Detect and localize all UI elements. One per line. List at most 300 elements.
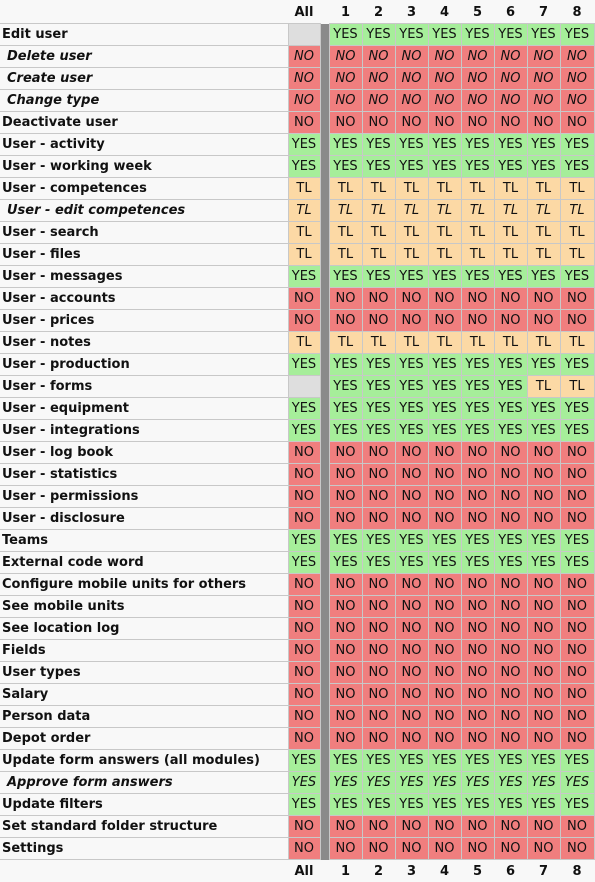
permission-cell[interactable]: NO bbox=[560, 508, 594, 530]
permission-cell[interactable]: TL bbox=[428, 244, 461, 266]
permission-cell[interactable]: YES bbox=[395, 156, 428, 178]
permission-cell[interactable]: TL bbox=[494, 332, 527, 354]
permission-cell[interactable]: YES bbox=[527, 552, 560, 574]
permission-cell[interactable]: YES bbox=[428, 134, 461, 156]
permission-cell[interactable]: TL bbox=[560, 244, 594, 266]
permission-cell[interactable]: NO bbox=[494, 46, 527, 68]
permission-cell[interactable]: YES bbox=[428, 398, 461, 420]
permission-cell[interactable]: NO bbox=[461, 662, 494, 684]
permission-cell[interactable]: NO bbox=[560, 90, 594, 112]
permission-cell[interactable]: NO bbox=[527, 486, 560, 508]
permission-cell[interactable]: TL bbox=[560, 376, 594, 398]
permission-cell[interactable]: NO bbox=[461, 684, 494, 706]
permission-cell-all[interactable]: NO bbox=[288, 838, 320, 860]
permission-cell[interactable]: NO bbox=[494, 816, 527, 838]
permission-cell[interactable]: TL bbox=[527, 332, 560, 354]
permission-cell-all[interactable]: YES bbox=[288, 530, 320, 552]
permission-cell[interactable]: YES bbox=[395, 420, 428, 442]
permission-cell[interactable]: YES bbox=[494, 530, 527, 552]
permission-cell-all[interactable]: YES bbox=[288, 794, 320, 816]
permission-cell[interactable]: YES bbox=[428, 420, 461, 442]
permission-cell[interactable]: NO bbox=[362, 574, 395, 596]
permission-cell[interactable]: YES bbox=[461, 794, 494, 816]
permission-cell[interactable]: TL bbox=[428, 178, 461, 200]
permission-cell[interactable]: YES bbox=[461, 398, 494, 420]
permission-cell-all[interactable]: NO bbox=[288, 310, 320, 332]
permission-cell[interactable]: TL bbox=[560, 332, 594, 354]
permission-cell[interactable]: NO bbox=[560, 618, 594, 640]
permission-cell[interactable]: NO bbox=[428, 46, 461, 68]
permission-cell[interactable]: NO bbox=[494, 112, 527, 134]
permission-cell[interactable]: NO bbox=[461, 728, 494, 750]
permission-cell[interactable]: NO bbox=[494, 596, 527, 618]
permission-cell-all[interactable]: NO bbox=[288, 684, 320, 706]
permission-cell[interactable]: NO bbox=[329, 662, 362, 684]
permission-cell[interactable]: TL bbox=[527, 200, 560, 222]
permission-cell[interactable]: NO bbox=[527, 574, 560, 596]
permission-cell[interactable]: YES bbox=[461, 530, 494, 552]
permission-cell[interactable]: NO bbox=[560, 816, 594, 838]
permission-cell[interactable]: YES bbox=[362, 266, 395, 288]
permission-cell[interactable]: YES bbox=[494, 420, 527, 442]
permission-cell[interactable]: NO bbox=[428, 442, 461, 464]
permission-cell[interactable]: NO bbox=[395, 508, 428, 530]
permission-cell[interactable]: YES bbox=[329, 376, 362, 398]
permission-cell[interactable]: YES bbox=[560, 420, 594, 442]
permission-cell[interactable]: NO bbox=[362, 618, 395, 640]
permission-cell[interactable]: YES bbox=[362, 354, 395, 376]
permission-cell[interactable]: YES bbox=[560, 134, 594, 156]
permission-cell[interactable]: NO bbox=[329, 574, 362, 596]
permission-cell[interactable]: NO bbox=[428, 112, 461, 134]
permission-cell[interactable]: YES bbox=[527, 156, 560, 178]
permission-cell[interactable]: NO bbox=[527, 464, 560, 486]
permission-cell[interactable]: YES bbox=[560, 750, 594, 772]
permission-cell[interactable]: NO bbox=[362, 464, 395, 486]
permission-cell[interactable]: YES bbox=[362, 420, 395, 442]
permission-cell[interactable]: YES bbox=[494, 266, 527, 288]
permission-cell[interactable]: YES bbox=[395, 398, 428, 420]
permission-cell-all[interactable]: NO bbox=[288, 90, 320, 112]
permission-cell[interactable]: NO bbox=[461, 46, 494, 68]
permission-cell[interactable]: YES bbox=[362, 794, 395, 816]
permission-cell[interactable]: NO bbox=[395, 574, 428, 596]
permission-cell[interactable]: YES bbox=[527, 24, 560, 46]
permission-cell[interactable]: YES bbox=[395, 24, 428, 46]
permission-cell[interactable]: NO bbox=[428, 816, 461, 838]
permission-cell[interactable]: NO bbox=[461, 310, 494, 332]
permission-cell[interactable]: NO bbox=[560, 640, 594, 662]
permission-cell[interactable]: NO bbox=[527, 728, 560, 750]
permission-cell[interactable]: NO bbox=[428, 310, 461, 332]
permission-cell[interactable]: NO bbox=[560, 112, 594, 134]
permission-cell[interactable]: NO bbox=[527, 112, 560, 134]
permission-cell[interactable]: NO bbox=[527, 662, 560, 684]
permission-cell[interactable]: NO bbox=[428, 464, 461, 486]
permission-cell[interactable]: NO bbox=[494, 486, 527, 508]
permission-cell[interactable]: NO bbox=[362, 662, 395, 684]
permission-cell[interactable]: YES bbox=[428, 24, 461, 46]
permission-cell[interactable]: NO bbox=[395, 46, 428, 68]
permission-cell[interactable]: NO bbox=[395, 486, 428, 508]
permission-cell[interactable]: TL bbox=[329, 178, 362, 200]
permission-cell[interactable]: NO bbox=[329, 486, 362, 508]
permission-cell[interactable]: NO bbox=[428, 90, 461, 112]
permission-cell[interactable]: NO bbox=[560, 728, 594, 750]
permission-cell[interactable]: NO bbox=[362, 90, 395, 112]
permission-cell[interactable]: NO bbox=[527, 508, 560, 530]
permission-cell[interactable]: NO bbox=[461, 508, 494, 530]
permission-cell[interactable]: TL bbox=[527, 244, 560, 266]
permission-cell[interactable]: TL bbox=[428, 332, 461, 354]
permission-cell[interactable]: TL bbox=[395, 244, 428, 266]
permission-cell[interactable]: NO bbox=[362, 68, 395, 90]
permission-cell[interactable]: YES bbox=[560, 24, 594, 46]
permission-cell[interactable]: NO bbox=[428, 684, 461, 706]
permission-cell[interactable]: YES bbox=[461, 156, 494, 178]
permission-cell[interactable]: YES bbox=[395, 354, 428, 376]
permission-cell[interactable]: YES bbox=[329, 354, 362, 376]
permission-cell-all[interactable]: YES bbox=[288, 266, 320, 288]
permission-cell[interactable]: NO bbox=[362, 684, 395, 706]
permission-cell[interactable]: TL bbox=[362, 332, 395, 354]
permission-cell[interactable]: NO bbox=[527, 816, 560, 838]
permission-cell[interactable]: NO bbox=[395, 464, 428, 486]
permission-cell-all[interactable]: NO bbox=[288, 816, 320, 838]
permission-cell[interactable]: NO bbox=[428, 68, 461, 90]
permission-cell[interactable]: TL bbox=[329, 244, 362, 266]
permission-cell[interactable]: TL bbox=[362, 178, 395, 200]
permission-cell[interactable]: NO bbox=[461, 90, 494, 112]
permission-cell[interactable]: NO bbox=[560, 706, 594, 728]
permission-cell[interactable]: YES bbox=[560, 530, 594, 552]
permission-cell[interactable]: YES bbox=[362, 552, 395, 574]
permission-cell[interactable]: YES bbox=[329, 266, 362, 288]
permission-cell[interactable]: YES bbox=[329, 772, 362, 794]
permission-cell[interactable]: YES bbox=[428, 376, 461, 398]
permission-cell[interactable]: NO bbox=[329, 464, 362, 486]
permission-cell[interactable]: NO bbox=[494, 640, 527, 662]
permission-cell[interactable]: TL bbox=[428, 222, 461, 244]
permission-cell[interactable]: NO bbox=[362, 640, 395, 662]
permission-cell[interactable]: YES bbox=[428, 354, 461, 376]
permission-cell[interactable]: NO bbox=[428, 640, 461, 662]
permission-cell[interactable]: YES bbox=[329, 156, 362, 178]
permission-cell[interactable]: NO bbox=[461, 640, 494, 662]
permission-cell[interactable]: NO bbox=[461, 816, 494, 838]
permission-cell-all[interactable]: NO bbox=[288, 288, 320, 310]
permission-cell[interactable]: NO bbox=[560, 464, 594, 486]
permission-cell[interactable]: TL bbox=[395, 222, 428, 244]
permission-cell[interactable]: NO bbox=[494, 662, 527, 684]
permission-cell[interactable]: NO bbox=[329, 706, 362, 728]
permission-cell[interactable]: NO bbox=[527, 706, 560, 728]
permission-cell[interactable]: NO bbox=[560, 838, 594, 860]
permission-cell[interactable]: NO bbox=[362, 816, 395, 838]
permission-cell[interactable]: YES bbox=[461, 134, 494, 156]
permission-cell[interactable]: TL bbox=[527, 222, 560, 244]
permission-cell[interactable]: TL bbox=[461, 178, 494, 200]
permission-cell[interactable]: NO bbox=[527, 310, 560, 332]
permission-cell[interactable]: NO bbox=[494, 310, 527, 332]
permission-cell[interactable]: YES bbox=[395, 134, 428, 156]
permission-cell[interactable]: NO bbox=[395, 684, 428, 706]
permission-cell-all[interactable]: TL bbox=[288, 332, 320, 354]
permission-cell[interactable]: NO bbox=[428, 662, 461, 684]
permission-cell[interactable]: NO bbox=[428, 574, 461, 596]
permission-cell[interactable]: YES bbox=[494, 376, 527, 398]
permission-cell-all[interactable]: TL bbox=[288, 200, 320, 222]
permission-cell[interactable]: NO bbox=[329, 684, 362, 706]
permission-cell[interactable]: NO bbox=[527, 90, 560, 112]
permission-cell[interactable]: NO bbox=[494, 442, 527, 464]
permission-cell[interactable]: NO bbox=[461, 574, 494, 596]
permission-cell[interactable]: TL bbox=[461, 222, 494, 244]
permission-cell-all[interactable]: TL bbox=[288, 244, 320, 266]
permission-cell[interactable]: TL bbox=[461, 244, 494, 266]
permission-cell[interactable]: YES bbox=[494, 552, 527, 574]
permission-cell-all[interactable]: NO bbox=[288, 706, 320, 728]
permission-cell[interactable]: NO bbox=[362, 310, 395, 332]
permission-cell[interactable]: NO bbox=[395, 816, 428, 838]
permission-cell-all[interactable]: NO bbox=[288, 728, 320, 750]
permission-cell[interactable]: TL bbox=[395, 200, 428, 222]
permission-cell[interactable]: YES bbox=[560, 354, 594, 376]
permission-cell[interactable]: NO bbox=[329, 68, 362, 90]
permission-cell[interactable]: YES bbox=[395, 552, 428, 574]
permission-cell[interactable]: NO bbox=[395, 706, 428, 728]
permission-cell[interactable]: NO bbox=[461, 486, 494, 508]
permission-cell[interactable]: NO bbox=[560, 486, 594, 508]
permission-cell[interactable]: NO bbox=[461, 618, 494, 640]
permission-cell[interactable]: YES bbox=[362, 376, 395, 398]
permission-cell[interactable]: YES bbox=[560, 266, 594, 288]
permission-cell[interactable]: TL bbox=[461, 200, 494, 222]
permission-cell[interactable]: NO bbox=[362, 442, 395, 464]
permission-cell[interactable]: NO bbox=[428, 288, 461, 310]
permission-cell[interactable]: TL bbox=[461, 332, 494, 354]
permission-cell[interactable]: NO bbox=[527, 596, 560, 618]
permission-cell[interactable]: YES bbox=[362, 156, 395, 178]
permission-cell[interactable]: NO bbox=[329, 596, 362, 618]
permission-cell[interactable]: TL bbox=[494, 222, 527, 244]
permission-cell[interactable]: NO bbox=[395, 618, 428, 640]
permission-cell[interactable]: NO bbox=[395, 640, 428, 662]
permission-cell-all[interactable]: YES bbox=[288, 398, 320, 420]
permission-cell[interactable]: NO bbox=[527, 640, 560, 662]
permission-cell[interactable]: YES bbox=[329, 552, 362, 574]
permission-cell[interactable]: NO bbox=[461, 442, 494, 464]
permission-cell-all[interactable]: NO bbox=[288, 618, 320, 640]
permission-cell[interactable]: NO bbox=[362, 508, 395, 530]
permission-cell[interactable]: NO bbox=[560, 662, 594, 684]
permission-cell[interactable]: YES bbox=[395, 376, 428, 398]
permission-cell-all[interactable]: NO bbox=[288, 486, 320, 508]
permission-cell[interactable]: TL bbox=[362, 244, 395, 266]
permission-cell[interactable]: NO bbox=[494, 508, 527, 530]
permission-cell[interactable]: NO bbox=[560, 574, 594, 596]
permission-cell[interactable]: YES bbox=[362, 398, 395, 420]
permission-cell[interactable]: YES bbox=[527, 134, 560, 156]
permission-cell[interactable]: NO bbox=[560, 442, 594, 464]
permission-cell[interactable]: YES bbox=[461, 552, 494, 574]
permission-cell[interactable]: NO bbox=[494, 464, 527, 486]
permission-cell[interactable]: NO bbox=[461, 288, 494, 310]
permission-cell[interactable]: NO bbox=[527, 838, 560, 860]
permission-cell[interactable]: TL bbox=[560, 222, 594, 244]
permission-cell[interactable]: NO bbox=[494, 288, 527, 310]
permission-cell[interactable]: TL bbox=[494, 178, 527, 200]
permission-cell[interactable]: YES bbox=[461, 376, 494, 398]
permission-cell[interactable]: TL bbox=[560, 178, 594, 200]
permission-cell[interactable]: NO bbox=[428, 706, 461, 728]
permission-cell[interactable]: TL bbox=[527, 376, 560, 398]
permission-cell[interactable]: NO bbox=[527, 68, 560, 90]
permission-cell[interactable]: NO bbox=[527, 618, 560, 640]
permission-cell-all[interactable] bbox=[288, 24, 320, 46]
permission-cell[interactable]: YES bbox=[395, 266, 428, 288]
permission-cell[interactable]: NO bbox=[362, 838, 395, 860]
permission-cell[interactable]: NO bbox=[494, 574, 527, 596]
permission-cell[interactable]: YES bbox=[329, 750, 362, 772]
permission-cell[interactable]: NO bbox=[362, 288, 395, 310]
permission-cell-all[interactable]: YES bbox=[288, 134, 320, 156]
permission-cell[interactable]: TL bbox=[395, 178, 428, 200]
permission-cell[interactable]: YES bbox=[461, 772, 494, 794]
permission-cell[interactable]: YES bbox=[560, 772, 594, 794]
permission-cell[interactable]: YES bbox=[494, 354, 527, 376]
permission-cell[interactable]: YES bbox=[560, 398, 594, 420]
permission-cell[interactable]: TL bbox=[329, 332, 362, 354]
permission-cell[interactable]: YES bbox=[395, 530, 428, 552]
permission-cell[interactable]: TL bbox=[362, 222, 395, 244]
permission-cell[interactable]: NO bbox=[494, 684, 527, 706]
permission-cell[interactable]: YES bbox=[329, 420, 362, 442]
permission-cell-all[interactable]: YES bbox=[288, 772, 320, 794]
permission-cell-all[interactable]: NO bbox=[288, 662, 320, 684]
permission-cell[interactable]: TL bbox=[329, 200, 362, 222]
permission-cell[interactable]: YES bbox=[461, 420, 494, 442]
permission-cell[interactable]: TL bbox=[527, 178, 560, 200]
permission-cell[interactable]: NO bbox=[428, 596, 461, 618]
permission-cell-all[interactable]: YES bbox=[288, 420, 320, 442]
permission-cell[interactable]: NO bbox=[527, 288, 560, 310]
permission-cell[interactable]: YES bbox=[362, 530, 395, 552]
permission-cell[interactable]: NO bbox=[461, 706, 494, 728]
permission-cell[interactable]: NO bbox=[362, 46, 395, 68]
permission-cell[interactable]: NO bbox=[329, 310, 362, 332]
permission-cell[interactable]: YES bbox=[428, 156, 461, 178]
permission-cell[interactable]: YES bbox=[560, 794, 594, 816]
permission-cell[interactable]: NO bbox=[461, 68, 494, 90]
permission-cell-all[interactable]: YES bbox=[288, 156, 320, 178]
permission-cell[interactable]: NO bbox=[395, 310, 428, 332]
permission-cell[interactable]: YES bbox=[428, 530, 461, 552]
permission-cell[interactable]: NO bbox=[329, 728, 362, 750]
permission-cell[interactable]: YES bbox=[329, 530, 362, 552]
permission-cell[interactable]: YES bbox=[428, 772, 461, 794]
permission-cell[interactable]: NO bbox=[329, 640, 362, 662]
permission-cell[interactable]: YES bbox=[527, 398, 560, 420]
permission-cell-all[interactable]: NO bbox=[288, 596, 320, 618]
permission-cell[interactable]: NO bbox=[494, 618, 527, 640]
permission-cell[interactable]: YES bbox=[494, 24, 527, 46]
permission-cell[interactable]: YES bbox=[428, 552, 461, 574]
permission-cell[interactable]: TL bbox=[494, 200, 527, 222]
permission-cell[interactable]: NO bbox=[329, 442, 362, 464]
permission-cell[interactable]: YES bbox=[362, 772, 395, 794]
permission-cell[interactable]: NO bbox=[329, 618, 362, 640]
permission-cell[interactable]: YES bbox=[560, 156, 594, 178]
permission-cell[interactable]: YES bbox=[362, 134, 395, 156]
permission-cell[interactable]: NO bbox=[395, 442, 428, 464]
permission-cell[interactable]: NO bbox=[329, 816, 362, 838]
permission-cell[interactable]: NO bbox=[527, 684, 560, 706]
permission-cell[interactable]: YES bbox=[560, 552, 594, 574]
permission-cell[interactable]: NO bbox=[527, 442, 560, 464]
permission-cell[interactable]: YES bbox=[428, 266, 461, 288]
permission-cell[interactable]: YES bbox=[329, 134, 362, 156]
permission-cell-all[interactable] bbox=[288, 376, 320, 398]
permission-cell[interactable]: NO bbox=[428, 486, 461, 508]
permission-cell-all[interactable]: NO bbox=[288, 442, 320, 464]
permission-cell-all[interactable]: NO bbox=[288, 46, 320, 68]
permission-cell[interactable]: YES bbox=[494, 750, 527, 772]
permission-cell[interactable]: YES bbox=[494, 398, 527, 420]
permission-cell[interactable]: TL bbox=[329, 222, 362, 244]
permission-cell-all[interactable]: TL bbox=[288, 178, 320, 200]
permission-cell[interactable]: NO bbox=[428, 508, 461, 530]
permission-cell[interactable]: NO bbox=[362, 728, 395, 750]
permission-cell[interactable]: NO bbox=[329, 90, 362, 112]
permission-cell[interactable]: YES bbox=[362, 24, 395, 46]
permission-cell[interactable]: YES bbox=[494, 156, 527, 178]
permission-cell[interactable]: YES bbox=[461, 266, 494, 288]
permission-cell[interactable]: YES bbox=[494, 794, 527, 816]
permission-cell[interactable]: NO bbox=[560, 596, 594, 618]
permission-cell-all[interactable]: YES bbox=[288, 750, 320, 772]
permission-cell[interactable]: NO bbox=[329, 112, 362, 134]
permission-cell[interactable]: NO bbox=[560, 288, 594, 310]
permission-cell[interactable]: NO bbox=[560, 68, 594, 90]
permission-cell[interactable]: YES bbox=[395, 794, 428, 816]
permission-cell[interactable]: YES bbox=[329, 24, 362, 46]
permission-cell[interactable]: NO bbox=[362, 486, 395, 508]
permission-cell[interactable]: YES bbox=[362, 750, 395, 772]
permission-cell[interactable]: NO bbox=[461, 112, 494, 134]
permission-cell[interactable]: YES bbox=[494, 134, 527, 156]
permission-cell[interactable]: YES bbox=[329, 398, 362, 420]
permission-cell[interactable]: NO bbox=[329, 838, 362, 860]
permission-cell-all[interactable]: YES bbox=[288, 552, 320, 574]
permission-cell-all[interactable]: NO bbox=[288, 68, 320, 90]
permission-cell[interactable]: TL bbox=[560, 200, 594, 222]
permission-cell-all[interactable]: YES bbox=[288, 354, 320, 376]
permission-cell[interactable]: NO bbox=[494, 706, 527, 728]
permission-cell[interactable]: YES bbox=[428, 794, 461, 816]
permission-cell-all[interactable]: NO bbox=[288, 112, 320, 134]
permission-cell[interactable]: NO bbox=[428, 618, 461, 640]
permission-cell[interactable]: NO bbox=[461, 838, 494, 860]
permission-cell[interactable]: NO bbox=[428, 728, 461, 750]
permission-cell[interactable]: YES bbox=[461, 750, 494, 772]
permission-cell[interactable]: NO bbox=[461, 464, 494, 486]
permission-cell-all[interactable]: NO bbox=[288, 508, 320, 530]
permission-cell[interactable]: YES bbox=[527, 420, 560, 442]
permission-cell[interactable]: NO bbox=[560, 310, 594, 332]
permission-cell[interactable]: YES bbox=[395, 750, 428, 772]
permission-cell[interactable]: NO bbox=[527, 46, 560, 68]
